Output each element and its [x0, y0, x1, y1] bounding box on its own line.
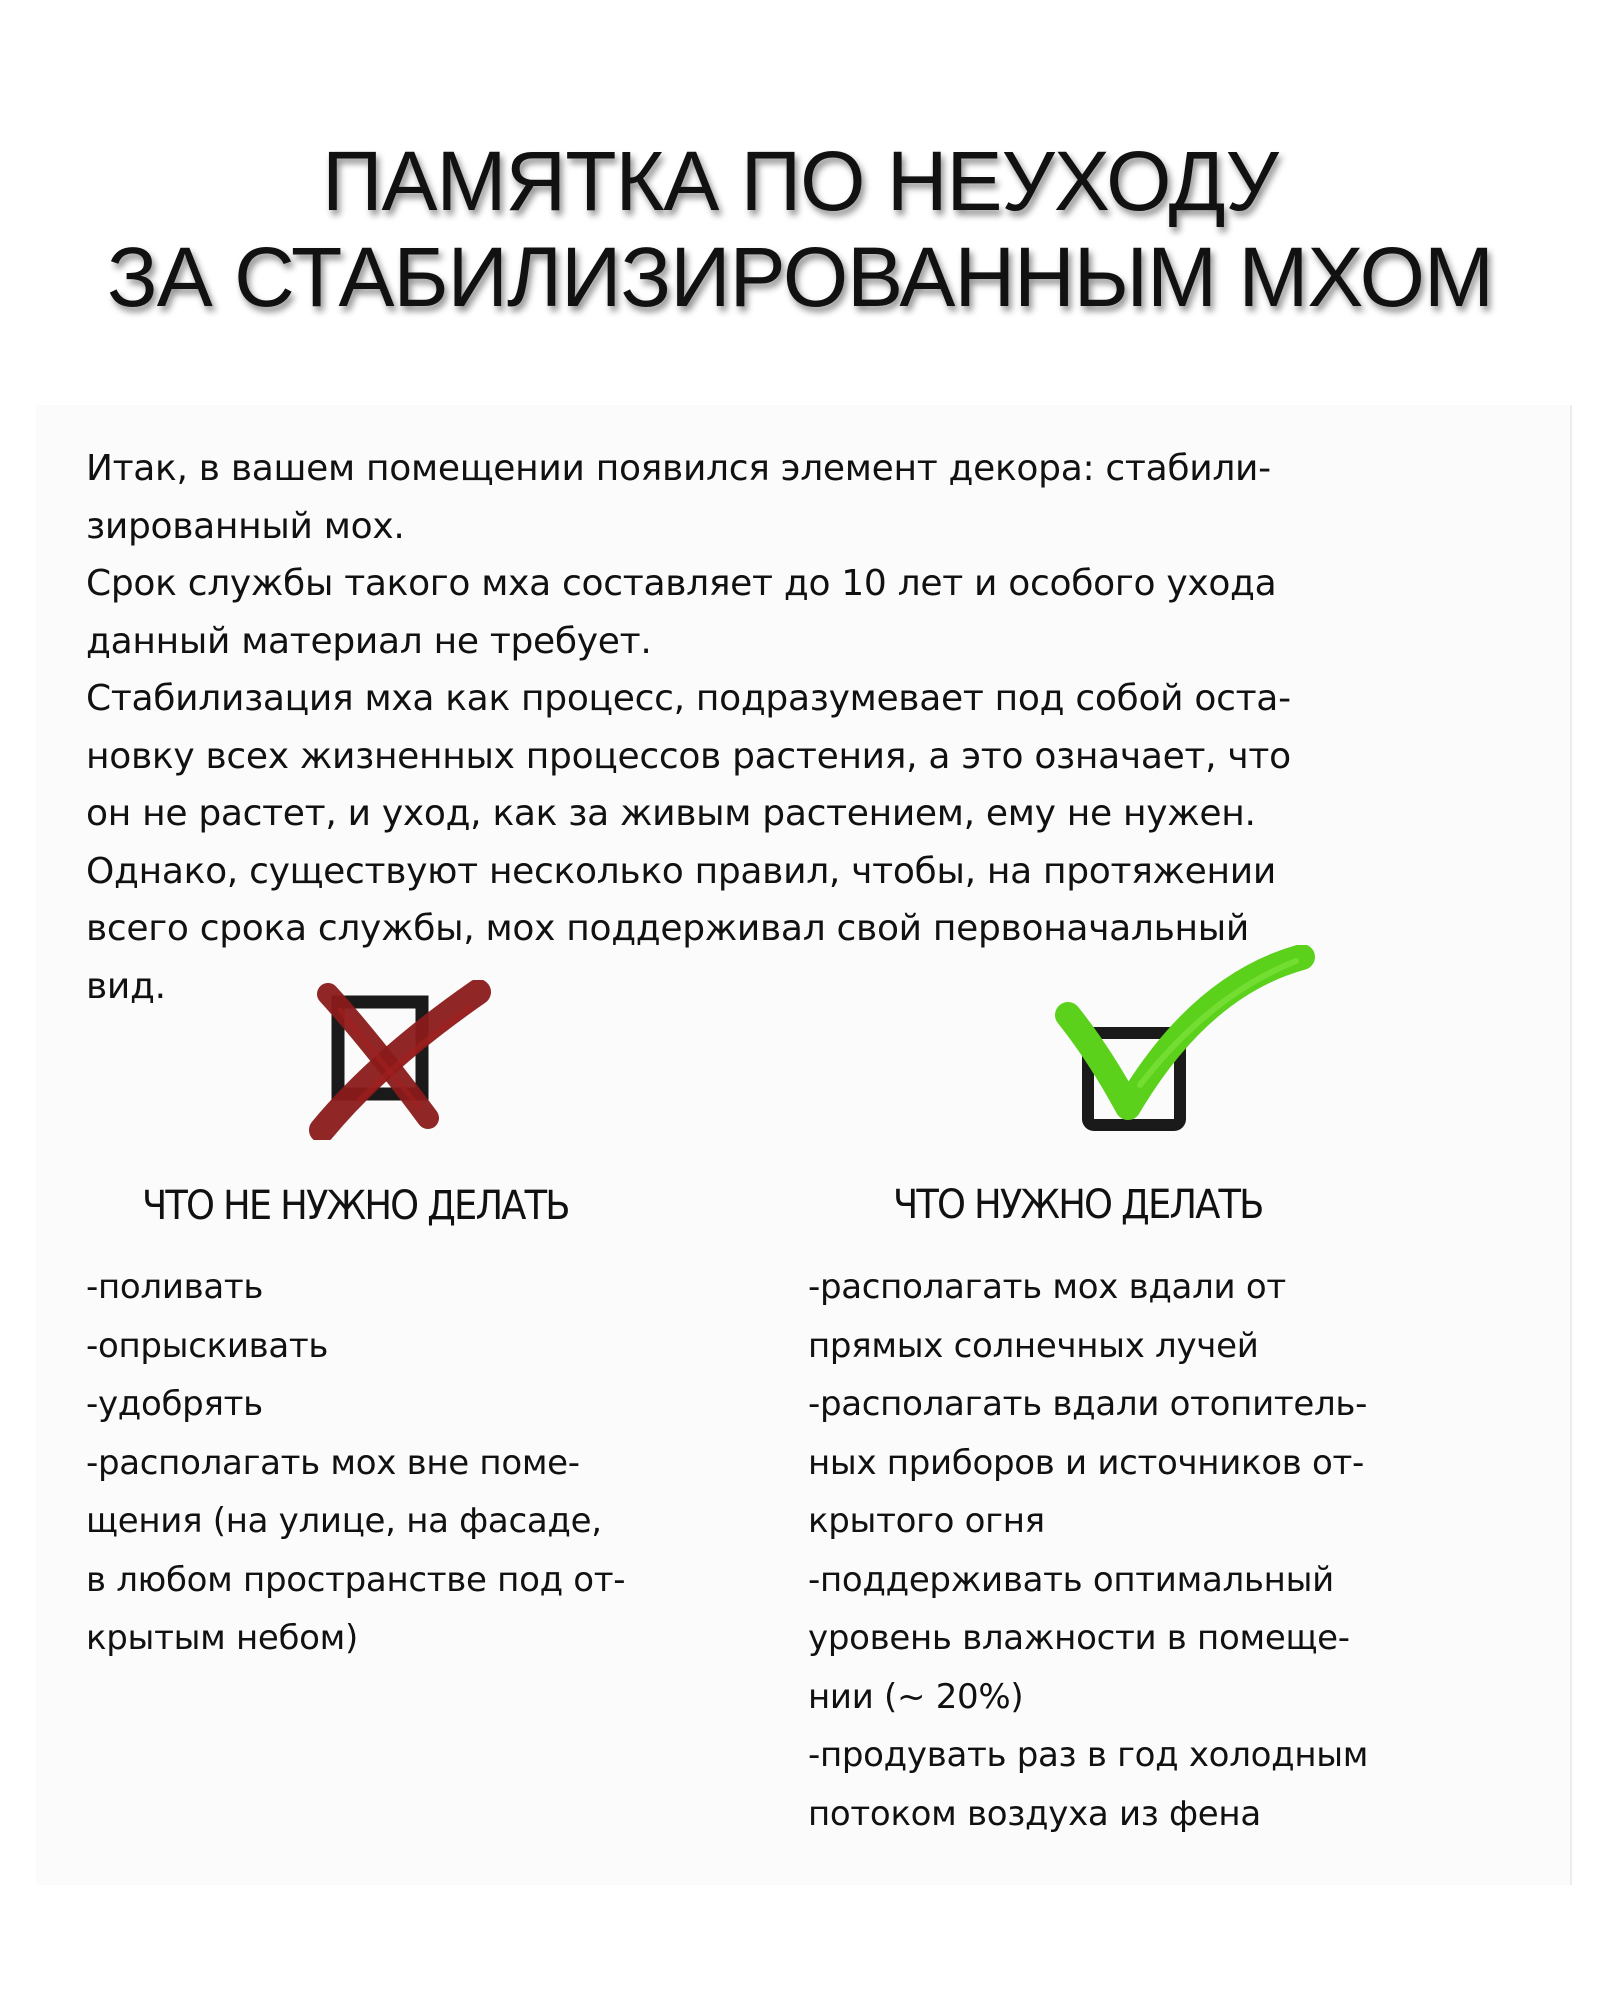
- dont-list: [86, 1258, 625, 1668]
- cross-checkbox-icon: [300, 980, 500, 1140]
- checkmark-checkbox-icon: [1050, 945, 1320, 1135]
- intro-line: данный материал не требует.: [86, 620, 652, 662]
- intro-line: Стабилизация мха как процесс, подразумевает под собой оста-: [86, 678, 1291, 719]
- title-line-2: ЗА СТАБИЛИЗИРОВАННЫМ МХОМ: [107, 230, 1493, 324]
- intro-paragraph: [86, 440, 1506, 1015]
- intro-line: всего срока службы, мох поддерживал свой первоначальный: [86, 908, 1250, 949]
- list-item: -продувать раз в год холодным: [808, 1735, 1369, 1775]
- intro-line: новку всех жизненных процессов растения, а это означает, что: [86, 735, 1291, 777]
- list-item: потоком воздуха из фена: [808, 1793, 1261, 1834]
- list-item: -поддерживать оптимальный: [808, 1559, 1334, 1600]
- list-item: нии (~ 20%): [808, 1676, 1024, 1717]
- list-item: прямых солнечных лучей: [808, 1325, 1259, 1366]
- list-item: ных приборов и источников от-: [808, 1442, 1364, 1483]
- intro-line: Итак, в вашем помещении появился элемент декора: стабили-: [86, 448, 1271, 489]
- list-item: -располагать вдали отопитель-: [808, 1384, 1368, 1424]
- intro-line: он не растет, и уход, как за живым растением, ему не нужен.: [86, 793, 1256, 834]
- list-item: -удобрять: [86, 1384, 263, 1424]
- do-list: [808, 1258, 1368, 1843]
- list-item: крытым небом): [86, 1618, 359, 1658]
- list-item: -опрыскивать: [86, 1325, 329, 1366]
- list-item: в любом пространстве под от-: [86, 1559, 626, 1600]
- list-item: -поливать: [86, 1267, 264, 1307]
- list-item: уровень влажности в помеще-: [808, 1618, 1350, 1658]
- list-item: -располагать мох вне поме-: [86, 1442, 580, 1483]
- list-item: крытого огня: [808, 1501, 1045, 1541]
- intro-line: зированный мох.: [86, 505, 405, 547]
- intro-line: Однако, существуют несколько правил, чтобы, на протяжении: [86, 850, 1276, 892]
- list-item: -располагать мох вдали от: [808, 1267, 1286, 1307]
- list-item: щения (на улице, на фасаде,: [86, 1501, 602, 1541]
- intro-line: вид.: [86, 965, 166, 1007]
- do-heading: ЧТО НУЖНО ДЕЛАТЬ: [893, 1182, 1263, 1228]
- title-line-1: ПАМЯТКА ПО НЕУХОДУ: [322, 134, 1278, 228]
- dont-heading: ЧТО НЕ НУЖНО ДЕЛАТЬ: [142, 1183, 569, 1229]
- intro-line: Срок службы такого мха составляет до 10 лет и особого ухода: [86, 563, 1277, 604]
